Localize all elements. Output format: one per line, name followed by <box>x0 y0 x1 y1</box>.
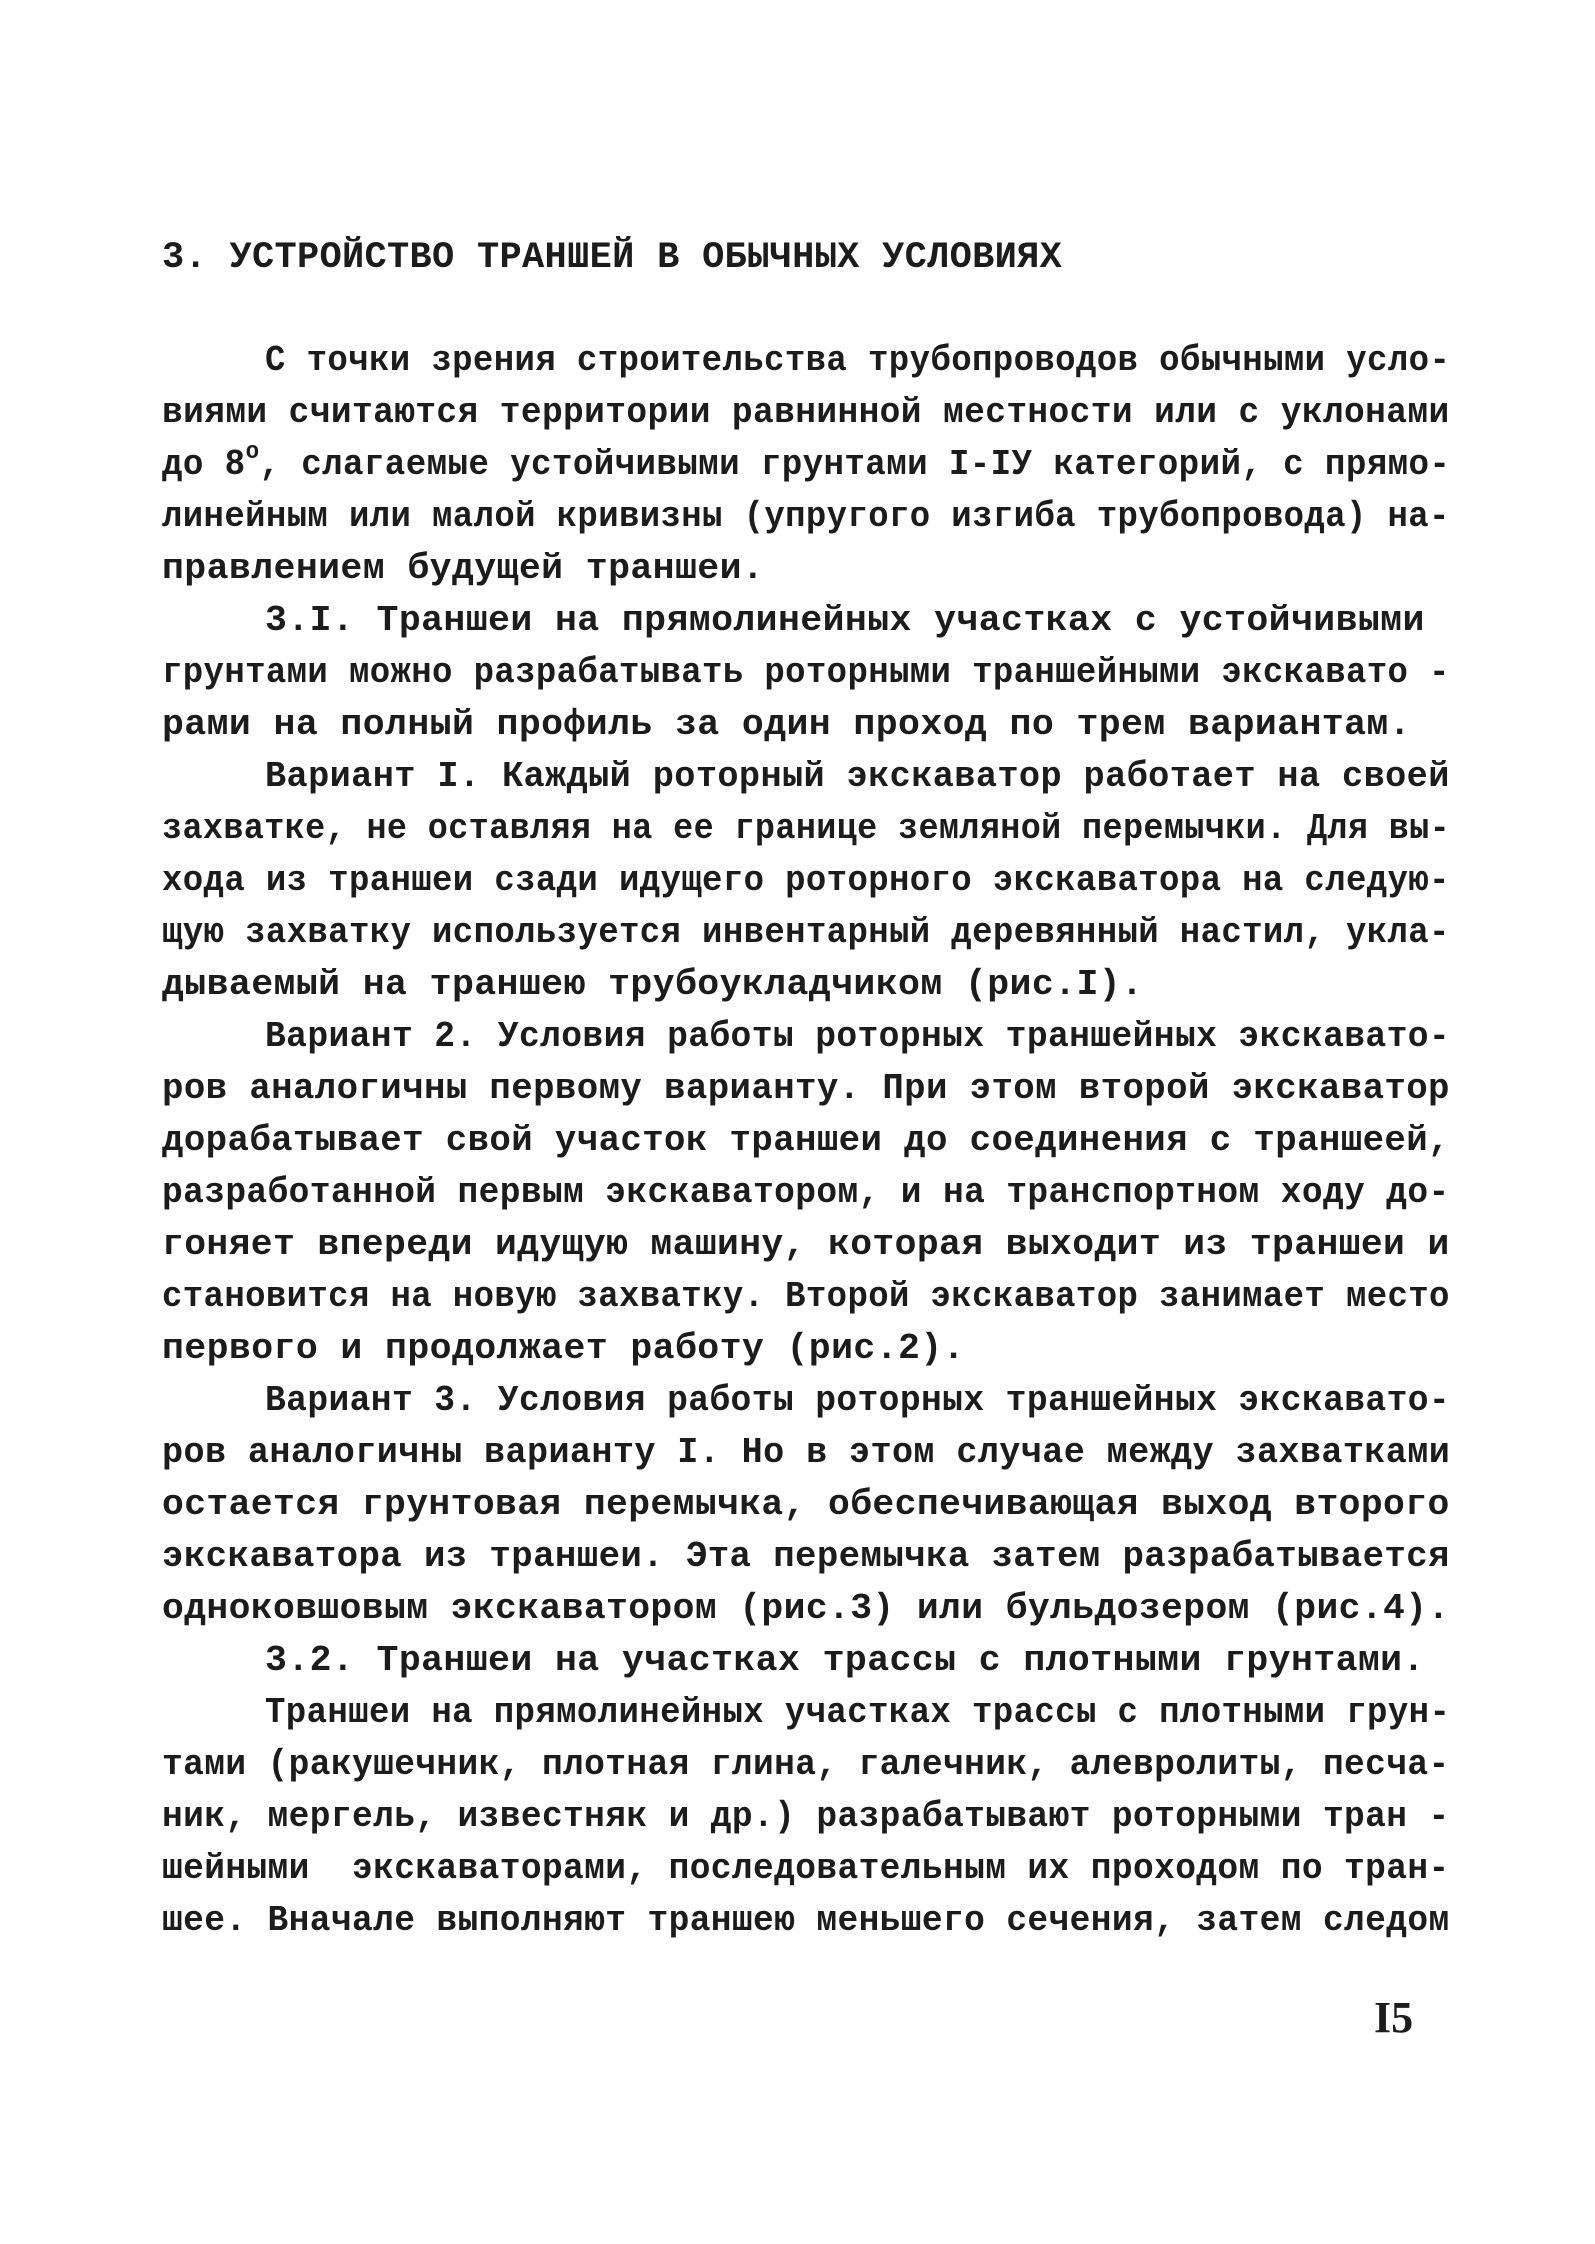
text-line <box>162 439 1450 491</box>
text-line: Вариант 3. Условия работы роторных траншейных экскавато- <box>265 1380 1451 1421</box>
text-line: линейным или малой кривизны (упругого изгиба трубопровода) на- <box>162 496 1450 537</box>
text-line: Вариант 2. Условия работы роторных траншейных экскавато- <box>265 1016 1451 1057</box>
text-line: дорабатывает свой участок траншеи до соединения с траншеей, <box>162 1120 1450 1161</box>
text-line: шейными экскаваторами, последовательным их проходом по тран- <box>162 1848 1450 1889</box>
text-line: захватке, не оставляя на ее границе земляной перемычки. Для вы- <box>162 808 1451 849</box>
text-line: 3.I. Траншеи на прямолинейных участках с устойчивыми <box>265 600 1425 641</box>
text-line: правлением будущей траншеи. <box>162 548 765 589</box>
page-number: I5 <box>1374 1993 1414 2042</box>
text-line: Траншеи на прямолинейных участках трассы с плотными грун- <box>265 1692 1451 1733</box>
text-line: первого и продолжает работу (рис.2). <box>162 1328 965 1369</box>
text-fragment: , слагаемые устойчивыми грунтами I-IУ категорий, с прямо- <box>259 444 1451 485</box>
text-line: разработанной первым экскаватором, и на транспортном ходу до- <box>162 1172 1450 1213</box>
text-line: экскаватора из траншеи. Эта перемычка затем разрабатывается <box>162 1536 1450 1577</box>
text-fragment: до 8 <box>162 444 246 485</box>
text-line: тами (ракушечник, плотная глина, галечник, алевролиты, песча- <box>162 1744 1450 1785</box>
text-line: хода из траншеи сзади идущего роторного экскаватора на следую- <box>162 860 1450 901</box>
text-line: рами на полный профиль за один проход по трем вариантам. <box>162 704 1411 745</box>
text-line: дываемый на траншею трубоукладчиком (рис.I). <box>162 964 1144 1005</box>
degree-superscript: о <box>245 439 260 466</box>
text-line: грунтами можно разрабатывать роторными траншейными экскавато - <box>162 652 1450 693</box>
text-line: шее. Вначале выполняют траншею меньшего сечения, затем следом <box>162 1900 1450 1941</box>
text-line: щую захватку используется инвентарный деревянный настил, укла- <box>162 912 1450 953</box>
text-line: остается грунтовая перемычка, обеспечивающая выход второго <box>162 1484 1450 1525</box>
text-line: С точки зрения строительства трубопроводов обычными усло- <box>265 340 1451 381</box>
text-line: ров аналогичны варианту I. Но в этом случае между захватками <box>162 1432 1451 1473</box>
subsection-heading: 3.2. Траншеи на участках трассы с плотными грунтами. <box>265 1640 1425 1681</box>
text-line: виями считаются территории равнинной местности или с уклонами <box>162 392 1450 433</box>
text-line: ров аналогичны первому варианту. При этом второй экскаватор <box>162 1068 1450 1109</box>
text-line: Вариант I. Каждый роторный экскаватор работает на своей <box>265 756 1450 797</box>
text-line: становится на новую захватку. Второй экскаватор занимает место <box>162 1276 1450 1317</box>
section-title: 3. УСТРОЙСТВО ТРАНШЕЙ В ОБЫЧНЫХ УСЛОВИЯХ <box>162 237 1063 279</box>
text-line: ник, мергель, известняк и др.) разрабатывают роторными тран - <box>162 1796 1450 1837</box>
text-line: одноковшовым экскаватором (рис.3) или бульдозером (рис.4). <box>162 1588 1450 1629</box>
text-line: гоняет впереди идущую машину, которая выходит из траншеи и <box>162 1224 1450 1265</box>
